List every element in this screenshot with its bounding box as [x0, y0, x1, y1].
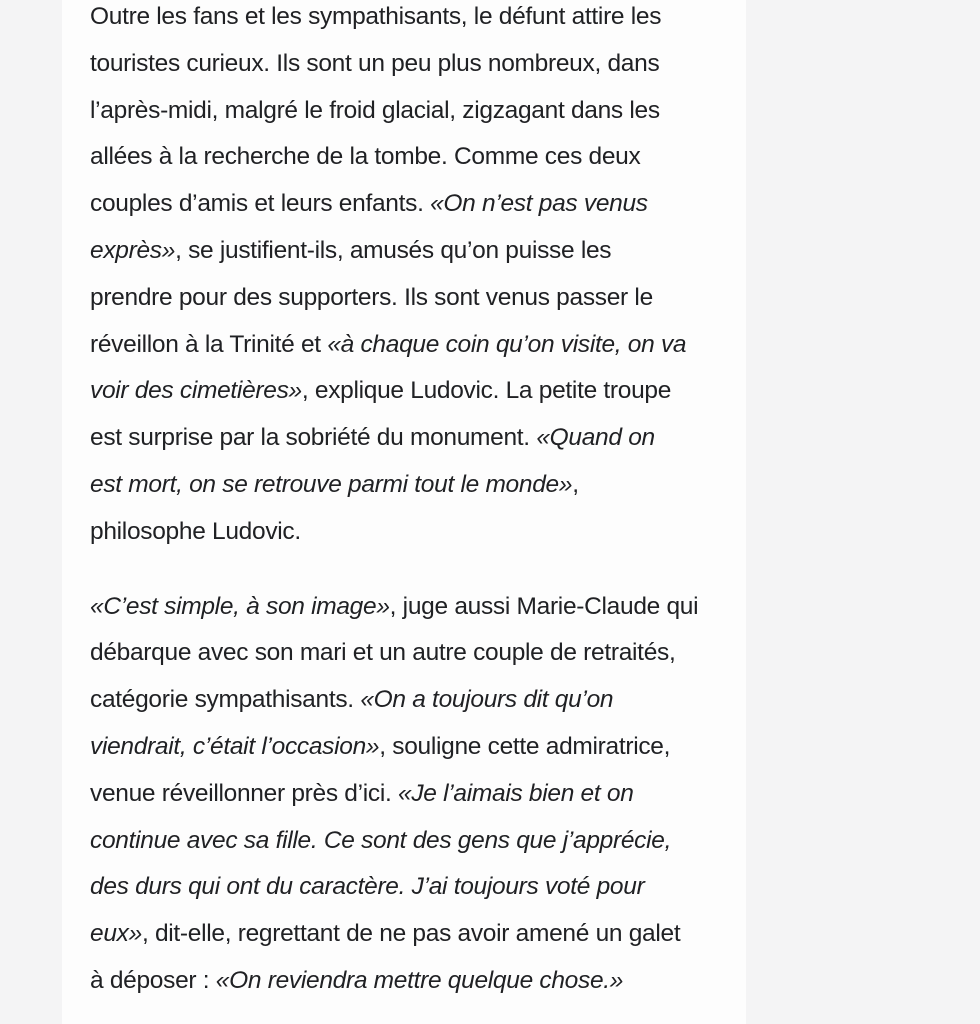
- text-segment: , souligne cette admiratrice,: [379, 732, 671, 760]
- text-line: [90, 228, 746, 275]
- text-line: [90, 0, 746, 41]
- text-segment: couples d’amis et leurs enfants.: [90, 190, 431, 218]
- text-segment: «On reviendra mettre quelque chose.»: [215, 966, 624, 994]
- text-segment: à déposer :: [90, 966, 216, 994]
- text-segment: «Quand on: [536, 424, 655, 452]
- text-line: [90, 584, 746, 631]
- text-segment: continue avec sa fille. Ce sont des gens que j’apprécie,: [90, 826, 672, 854]
- text-segment: est surprise par la sobriété du monument.: [90, 424, 537, 452]
- text-segment: «C’est simple, à son image»: [90, 592, 390, 620]
- text-segment: prendre pour des supporters. Ils sont venus passer le: [90, 283, 653, 311]
- text-segment: «On a toujours dit qu’on: [360, 686, 614, 714]
- text-line: [90, 864, 746, 911]
- text-line: [90, 415, 746, 462]
- text-segment: «On n’est pas venus: [430, 190, 648, 218]
- text-line: [90, 88, 746, 135]
- text-segment: , se justifient-ils, amusés qu’on puisse les: [175, 236, 612, 264]
- text-line: [90, 275, 746, 322]
- text-segment: exprès»: [90, 236, 176, 264]
- text-line: [90, 368, 746, 415]
- text-segment: réveillon à la Trinité et: [90, 330, 328, 358]
- text-line: [90, 958, 746, 1005]
- text-line: [90, 41, 746, 88]
- article-content-column: [62, 0, 746, 1024]
- text-segment: , dit-elle, regrettant de ne pas avoir amené un galet: [141, 920, 681, 948]
- text-line: [90, 181, 746, 228]
- text-segment: viendrait, c’était l’occasion»: [90, 732, 380, 760]
- text-line: [90, 462, 746, 509]
- text-line: [90, 677, 746, 724]
- text-segment: Outre les fans et les sympathisants, le défunt attire les: [90, 3, 662, 30]
- text-line: [90, 724, 746, 771]
- text-segment: voir des cimetières»: [90, 377, 302, 405]
- text-segment: , explique Ludovic. La petite troupe: [301, 377, 672, 405]
- text-segment: venue réveillonner près d’ici.: [90, 779, 399, 807]
- text-segment: philosophe Ludovic.: [90, 517, 301, 545]
- text-segment: catégorie sympathisants.: [90, 686, 361, 714]
- text-segment: «Je l’aimais bien et on: [398, 779, 634, 807]
- text-line: [90, 630, 746, 677]
- article-paragraph: [90, 584, 746, 1005]
- text-segment: débarque avec son mari et un autre couple de retraités,: [90, 639, 676, 667]
- text-line: [90, 818, 746, 865]
- text-segment: est mort, on se retrouve parmi tout le monde»: [90, 470, 573, 498]
- article-body: [62, 0, 746, 1005]
- text-line: [90, 771, 746, 818]
- text-segment: «à chaque coin qu’on visite, on va: [327, 330, 687, 358]
- text-segment: , juge aussi Marie-Claude qui: [389, 592, 699, 620]
- text-segment: touristes curieux. Ils sont un peu plus nombreux, dans: [90, 49, 660, 77]
- text-segment: eux»: [90, 920, 142, 948]
- text-segment: l’après-midi, malgré le froid glacial, zigzagant dans les: [90, 96, 660, 124]
- text-line: [90, 911, 746, 958]
- text-line: [90, 134, 746, 181]
- text-segment: allées à la recherche de la tombe. Comme ces deux: [90, 143, 641, 171]
- text-line: [90, 509, 746, 556]
- text-segment: ,: [572, 470, 579, 498]
- text-segment: des durs qui ont du caractère. J’ai toujours voté pour: [90, 873, 645, 901]
- text-line: [90, 322, 746, 369]
- article-paragraph: [90, 0, 746, 556]
